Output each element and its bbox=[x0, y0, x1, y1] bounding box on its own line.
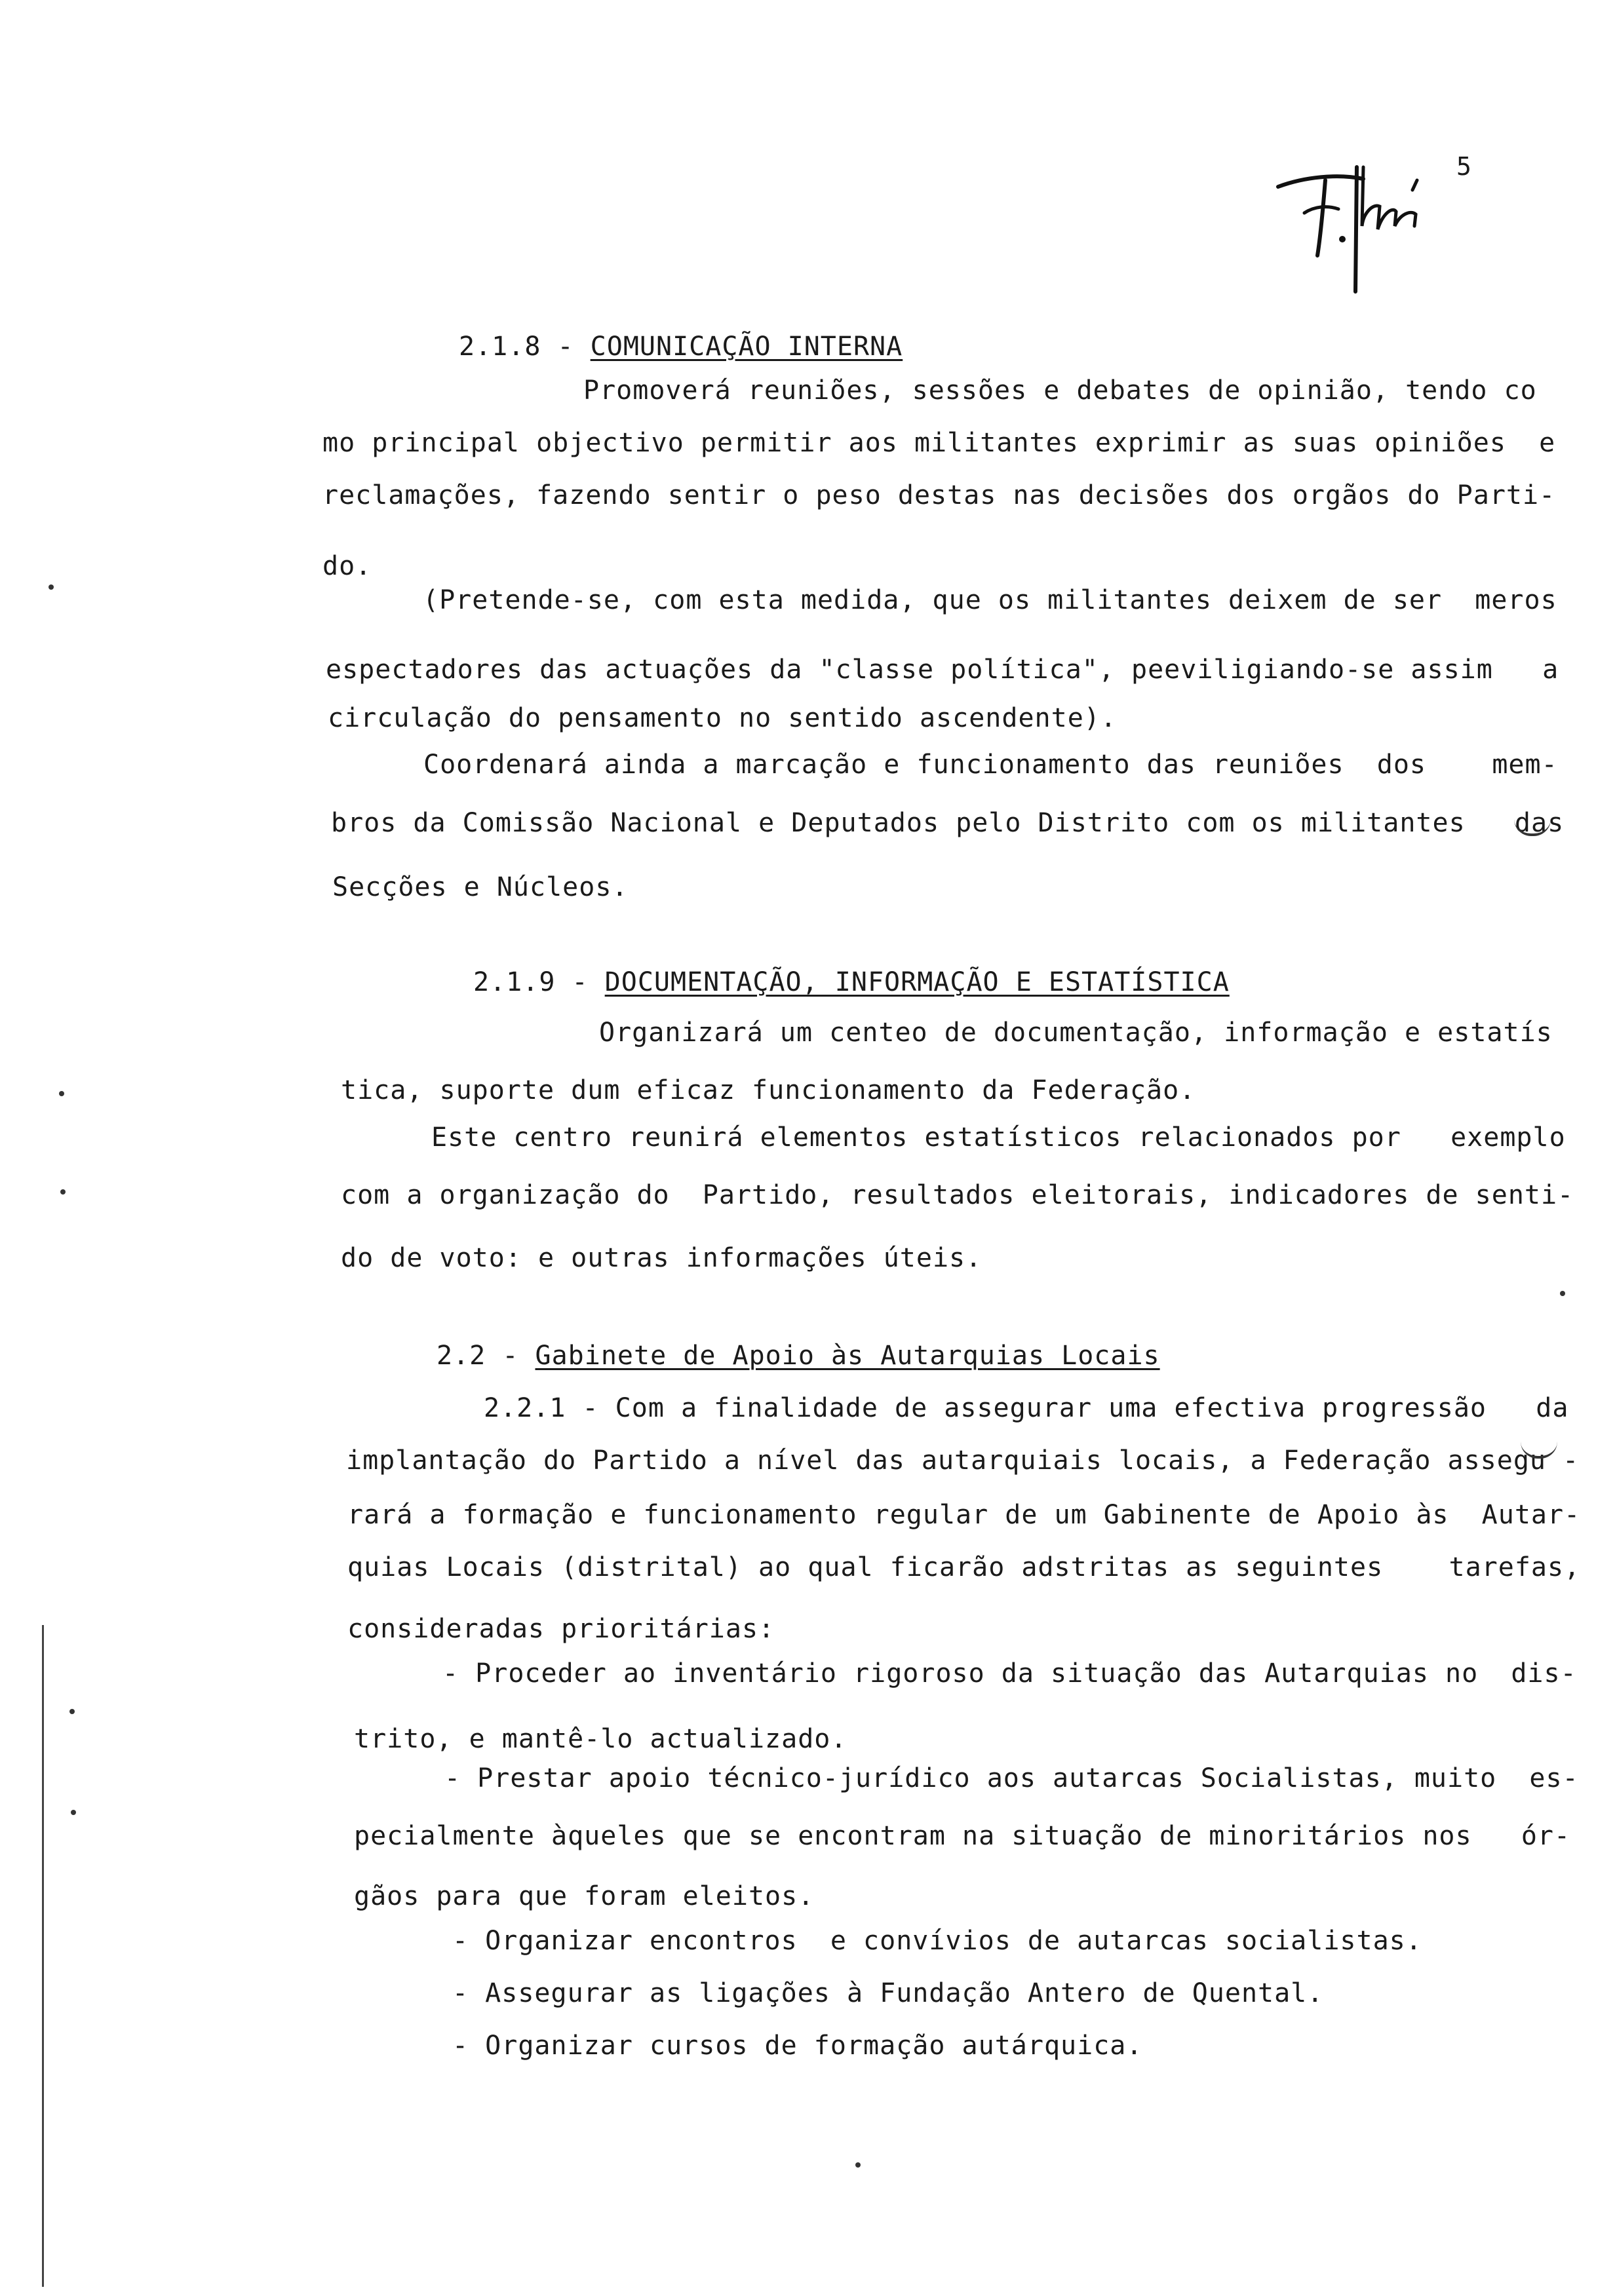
page-number: 5 bbox=[1456, 152, 1471, 181]
bullet-item: - Assegurar as ligações à Fundação Antero de Quental. bbox=[452, 1978, 1324, 2008]
section-title: DOCUMENTAÇÃO, INFORMAÇÃO E ESTATÍSTICA bbox=[604, 967, 1230, 997]
bullet-item: - Prestar apoio técnico-jurídico aos autarcas Socialistas, muito es- bbox=[444, 1763, 1579, 1793]
paragraph-line: tica, suporte dum eficaz funcionamento da Federação. bbox=[341, 1075, 1196, 1105]
paragraph-line: consideradas prioritárias: bbox=[347, 1614, 775, 1644]
paragraph-line: 2.2.1 - Com a finalidade de assegurar uma efectiva progressão da bbox=[484, 1393, 1569, 1423]
section-title: Gabinete de Apoio às Autarquias Locais bbox=[535, 1341, 1160, 1371]
section-number: 2.1.9 - bbox=[473, 967, 605, 997]
margin-rule bbox=[42, 1625, 44, 2287]
bullet-item: - Proceder ao inventário rigoroso da situação das Autarquias no dis- bbox=[442, 1658, 1577, 1689]
paragraph-line: espectadores das actuações da "classe política", peeviligiando-se assim a bbox=[326, 655, 1559, 685]
section-title: COMUNICAÇÃO INTERNA bbox=[590, 332, 903, 362]
scan-mark bbox=[59, 1091, 64, 1096]
bullet-item: - Organizar encontros e convívios de autarcas socialistas. bbox=[452, 1926, 1422, 1956]
paragraph-line: pecialmente àqueles que se encontram na situação de minoritários nos ór- bbox=[354, 1821, 1571, 1851]
paragraph-line: Secções e Núcleos. bbox=[332, 872, 629, 902]
scan-mark bbox=[69, 1709, 75, 1714]
paragraph-line: circulação do pensamento no sentido ascendente). bbox=[328, 703, 1117, 733]
section-number: 2.1.8 - bbox=[459, 332, 591, 362]
section-heading-2-1-9 bbox=[473, 966, 1230, 998]
scan-mark bbox=[855, 2162, 861, 2168]
paragraph-line: gãos para que foram eleitos. bbox=[354, 1881, 815, 1911]
paragraph-line: mo principal objectivo permitir aos militantes exprimir as suas opiniões e bbox=[322, 428, 1556, 458]
paragraph-line: do. bbox=[322, 551, 372, 581]
paragraph-line: com a organização do Partido, resultados eleitorais, indicadores de senti- bbox=[341, 1180, 1574, 1210]
paragraph-line: (Pretende-se, com esta medida, que os militantes deixem de ser meros bbox=[423, 585, 1557, 615]
paragraph-line: rará a formação e funcionamento regular de um Gabinente de Apoio às Autar- bbox=[347, 1500, 1581, 1530]
paragraph-line: reclamações, fazendo sentir o peso destas nas decisões dos orgãos do Parti- bbox=[322, 480, 1556, 510]
scan-mark bbox=[1560, 1291, 1565, 1296]
paragraph-line: do de voto: e outras informações úteis. bbox=[341, 1243, 983, 1273]
section-number: 2.2 - bbox=[437, 1341, 535, 1371]
section-heading-2-1-8 bbox=[459, 331, 903, 362]
paragraph-line: Este centro reunirá elementos estatísticos relacionados por exemplo bbox=[431, 1122, 1566, 1153]
bullet-item: - Organizar cursos de formação autárquica. bbox=[452, 2031, 1143, 2061]
section-heading-2-2 bbox=[437, 1340, 1160, 1371]
paragraph-line: quias Locais (distrital) ao qual ficarão adstritas as seguintes tarefas, bbox=[347, 1552, 1581, 1582]
scan-mark bbox=[71, 1810, 76, 1815]
scan-mark bbox=[60, 1189, 66, 1195]
paragraph-line: implantação do Partido a nível das autarquiais locais, a Federação assegu - bbox=[346, 1445, 1580, 1476]
paragraph-line: Promoverá reuniões, sessões e debates de opinião, tendo co bbox=[583, 375, 1537, 406]
paragraph-line: trito, e mantê-lo actualizado. bbox=[354, 1724, 847, 1754]
paragraph-line: bros da Comissão Nacional e Deputados pelo Distrito com os militantes das bbox=[331, 808, 1565, 838]
paragraph-line: Organizará um centeo de documentação, informação e estatís bbox=[599, 1018, 1553, 1048]
handwritten-signature bbox=[1265, 141, 1435, 305]
paragraph-line: Coordenará ainda a marcação e funcionamento das reuniões dos mem- bbox=[423, 750, 1558, 780]
scan-mark bbox=[49, 584, 54, 590]
